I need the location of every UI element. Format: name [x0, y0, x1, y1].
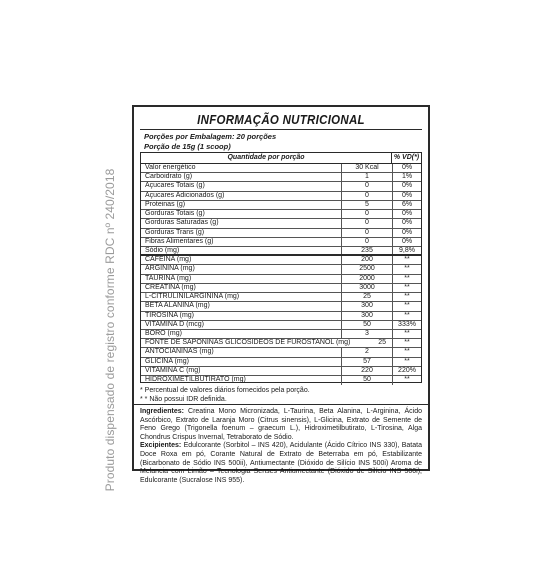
table-row [141, 302, 421, 311]
nutrient-daily-value: 0% [392, 164, 421, 172]
nutrient-name: VITAMINA D (mcg) [145, 320, 204, 328]
nutrient-amount: 200 [341, 256, 392, 264]
nutrient-daily-value: 0% [392, 238, 421, 246]
table-row [141, 173, 421, 182]
nutrient-name: ARGININA (mg) [145, 265, 195, 273]
nutrient-amount: 0 [341, 192, 392, 200]
nutrient-daily-value: 0% [392, 229, 421, 237]
table-row [141, 330, 421, 339]
nutrient-name: HIDROXIMETILBUTIRATO (mg) [145, 376, 246, 384]
nutrient-daily-value: ** [392, 256, 421, 264]
nutrient-daily-value: ** [392, 293, 421, 301]
table-row [141, 164, 421, 173]
header-daily-value: % VD(*) [393, 154, 420, 161]
nutrient-daily-value: 6% [392, 201, 421, 209]
table-row [141, 321, 421, 330]
nutrient-amount: 235 [341, 247, 392, 254]
nutrition-facts-panel [132, 105, 430, 484]
nutrient-amount: 300 [341, 302, 392, 310]
ingredients-block [140, 408, 422, 485]
nutrient-name: Valor energético [145, 164, 196, 171]
ingredients-paragraph [140, 408, 422, 442]
nutrient-name: Açucares Totais (g) [145, 182, 205, 190]
nutrient-daily-value: ** [392, 376, 421, 385]
excipients-label: Excipientes: [140, 442, 182, 450]
regulatory-side-note-text: Produto dispensado de registro conforme RDC nº 240/2018 [103, 168, 117, 492]
nutrient-amount: 220 [341, 367, 392, 375]
table-row [141, 192, 421, 201]
nutrient-amount: 0 [341, 219, 392, 227]
table-row [141, 210, 421, 219]
regulatory-side-note [103, 140, 117, 520]
nutrient-amount: 50 [341, 321, 392, 329]
table-row [141, 275, 421, 284]
panel-title: INFORMAÇÃO NUTRICIONAL [197, 113, 365, 127]
nutrient-amount: 3 [341, 330, 392, 338]
nutrient-amount: 3000 [341, 284, 392, 292]
nutrient-amount: 1 [341, 173, 392, 181]
nutrient-daily-value: 0% [392, 219, 421, 227]
nutrient-amount: 0 [341, 210, 392, 218]
nutrient-name: Gorduras Totais (g) [145, 210, 205, 218]
table-row [141, 348, 421, 357]
nutrient-amount: 57 [341, 358, 392, 366]
nutrient-daily-value: 333% [392, 321, 421, 329]
nutrient-name: TIROSINA (mg) [145, 311, 195, 319]
nutrient-amount: 2000 [341, 275, 392, 283]
nutrient-daily-value: ** [392, 339, 421, 347]
nutrient-name: Gorduras Trans (g) [145, 228, 205, 236]
table-row [141, 376, 421, 385]
excipients-text: Edulcorante (Sorbitol – INS 420), Acidulante (Ácido Cítrico INS 330), Batata Doce Roxa em pó, Corante Natural de Extrato de Beterraba em pó, Estabilizante (Bicarbonato de Sódio INS 500ii), Antiumectante (Dióxido de Silício INS 500i) Aroma de Melancia com Limão – Tecnologia Senses Antiumectante (Dióxido de Silício INS 500i), Edulcorante (Sucralose INS 955). [140, 442, 422, 484]
nutrient-daily-value: 9,8% [392, 247, 421, 254]
table-row [141, 256, 421, 265]
nutrient-amount: 50 [341, 376, 392, 385]
nutrient-daily-value: 220% [392, 367, 421, 375]
nutrient-amount: 5 [341, 201, 392, 209]
table-header [141, 153, 421, 164]
nutrient-daily-value: ** [392, 284, 421, 292]
nutrient-amount: 30 Kcal [341, 164, 392, 172]
nutrient-name: TAURINA (mg) [145, 274, 192, 282]
nutrient-amount: 0 [341, 238, 392, 246]
table-body [141, 164, 421, 385]
serving-info [144, 132, 276, 151]
table-row [141, 293, 421, 302]
table-row [141, 247, 421, 256]
nutrient-name: L-CITRULINILARGININA (mg) [145, 293, 240, 301]
footnotes [140, 387, 310, 404]
nutrient-daily-value: 1% [392, 173, 421, 181]
table-row [141, 229, 421, 238]
table-row [141, 265, 421, 274]
table-row [141, 358, 421, 367]
nutrient-daily-value: ** [392, 358, 421, 366]
table-row [141, 238, 421, 247]
servings-per-package: Porções por Embalagem: 20 porções [144, 132, 277, 141]
nutrient-name: BORO (mg) [145, 329, 182, 337]
nutrient-name: Carboidrato (g) [145, 173, 193, 181]
ingredients-label: Ingredientes: [140, 408, 184, 415]
footnote-no-idr: * * Não possui IDR definida. [140, 395, 227, 403]
nutrient-amount: 0 [341, 229, 392, 237]
footnote-daily-value: * Percentual de valores diários fornecidos pela porção. [140, 387, 310, 394]
nutrient-amount-inline: 25 [378, 339, 386, 347]
table-row [141, 339, 421, 348]
table-row [141, 201, 421, 210]
serving-size: Porção de 15g (1 scoop) [144, 141, 231, 151]
nutrient-daily-value: ** [392, 302, 421, 310]
nutrient-daily-value: 0% [392, 182, 421, 190]
title-divider [140, 129, 422, 130]
excipients-paragraph [140, 442, 422, 485]
nutrient-name: Fibras Alimentares (g) [145, 237, 214, 245]
table-row [141, 284, 421, 293]
nutrient-daily-value: ** [392, 265, 421, 273]
nutrient-name: Proteinas (g) [145, 200, 186, 208]
nutrient-amount: 300 [341, 312, 392, 320]
nutrient-name: CAFEINA (mg) [145, 256, 192, 264]
nutrient-daily-value: ** [392, 275, 421, 283]
header-amount-per-serving: Quantidade por porção [141, 153, 392, 163]
nutrient-name: Açucares Adicionados (g) [145, 191, 225, 199]
nutrient-name: CREATINA (mg) [145, 283, 196, 291]
nutrient-name: Sódio (mg) [145, 246, 180, 254]
footnote-divider [134, 404, 428, 405]
ingredients-text: Creatina Mono Micronizada, L-Taurina, Beta Alanina, L-Arginina, Ácido Ascórbico, Extrato de Laranja Moro (Citrus sinensis), L-Glicina, Extrato de Semente de Feno Grego (Trigonella foenum – graecum L.), Hidroximetilbutirato, L-Tirosina, Alga Chondrus Crispus Invernal, Tetraborato de Sódio. [140, 408, 422, 441]
nutrient-daily-value: ** [392, 348, 421, 356]
nutrient-daily-value: ** [392, 312, 421, 320]
table-row [141, 182, 421, 191]
nutrient-name: VITAMINA C (mg) [145, 366, 201, 374]
nutrient-name: BETA ALANINA (mg) [145, 302, 210, 310]
nutrient-daily-value: 0% [392, 192, 421, 200]
nutrient-name: FONTE DE SAPONINAS GLICOSIDEOS DE FUROSTANOL (mg) [145, 339, 351, 347]
table-row [141, 219, 421, 228]
nutrition-table [140, 152, 422, 383]
nutrient-amount: 0 [341, 182, 392, 190]
nutrient-name: ANTOCIANINAS (mg) [145, 348, 214, 356]
nutrient-name: GLICINA (mg) [145, 357, 189, 365]
table-row [141, 367, 421, 376]
nutrient-amount: 25 [341, 293, 392, 301]
nutrient-daily-value: 0% [392, 210, 421, 218]
nutrient-daily-value: ** [392, 330, 421, 338]
nutrient-amount: 2 [341, 348, 392, 356]
nutrient-name: Gorduras Saturadas (g) [145, 219, 219, 227]
table-row [141, 312, 421, 321]
nutrient-amount: 2500 [341, 265, 392, 273]
